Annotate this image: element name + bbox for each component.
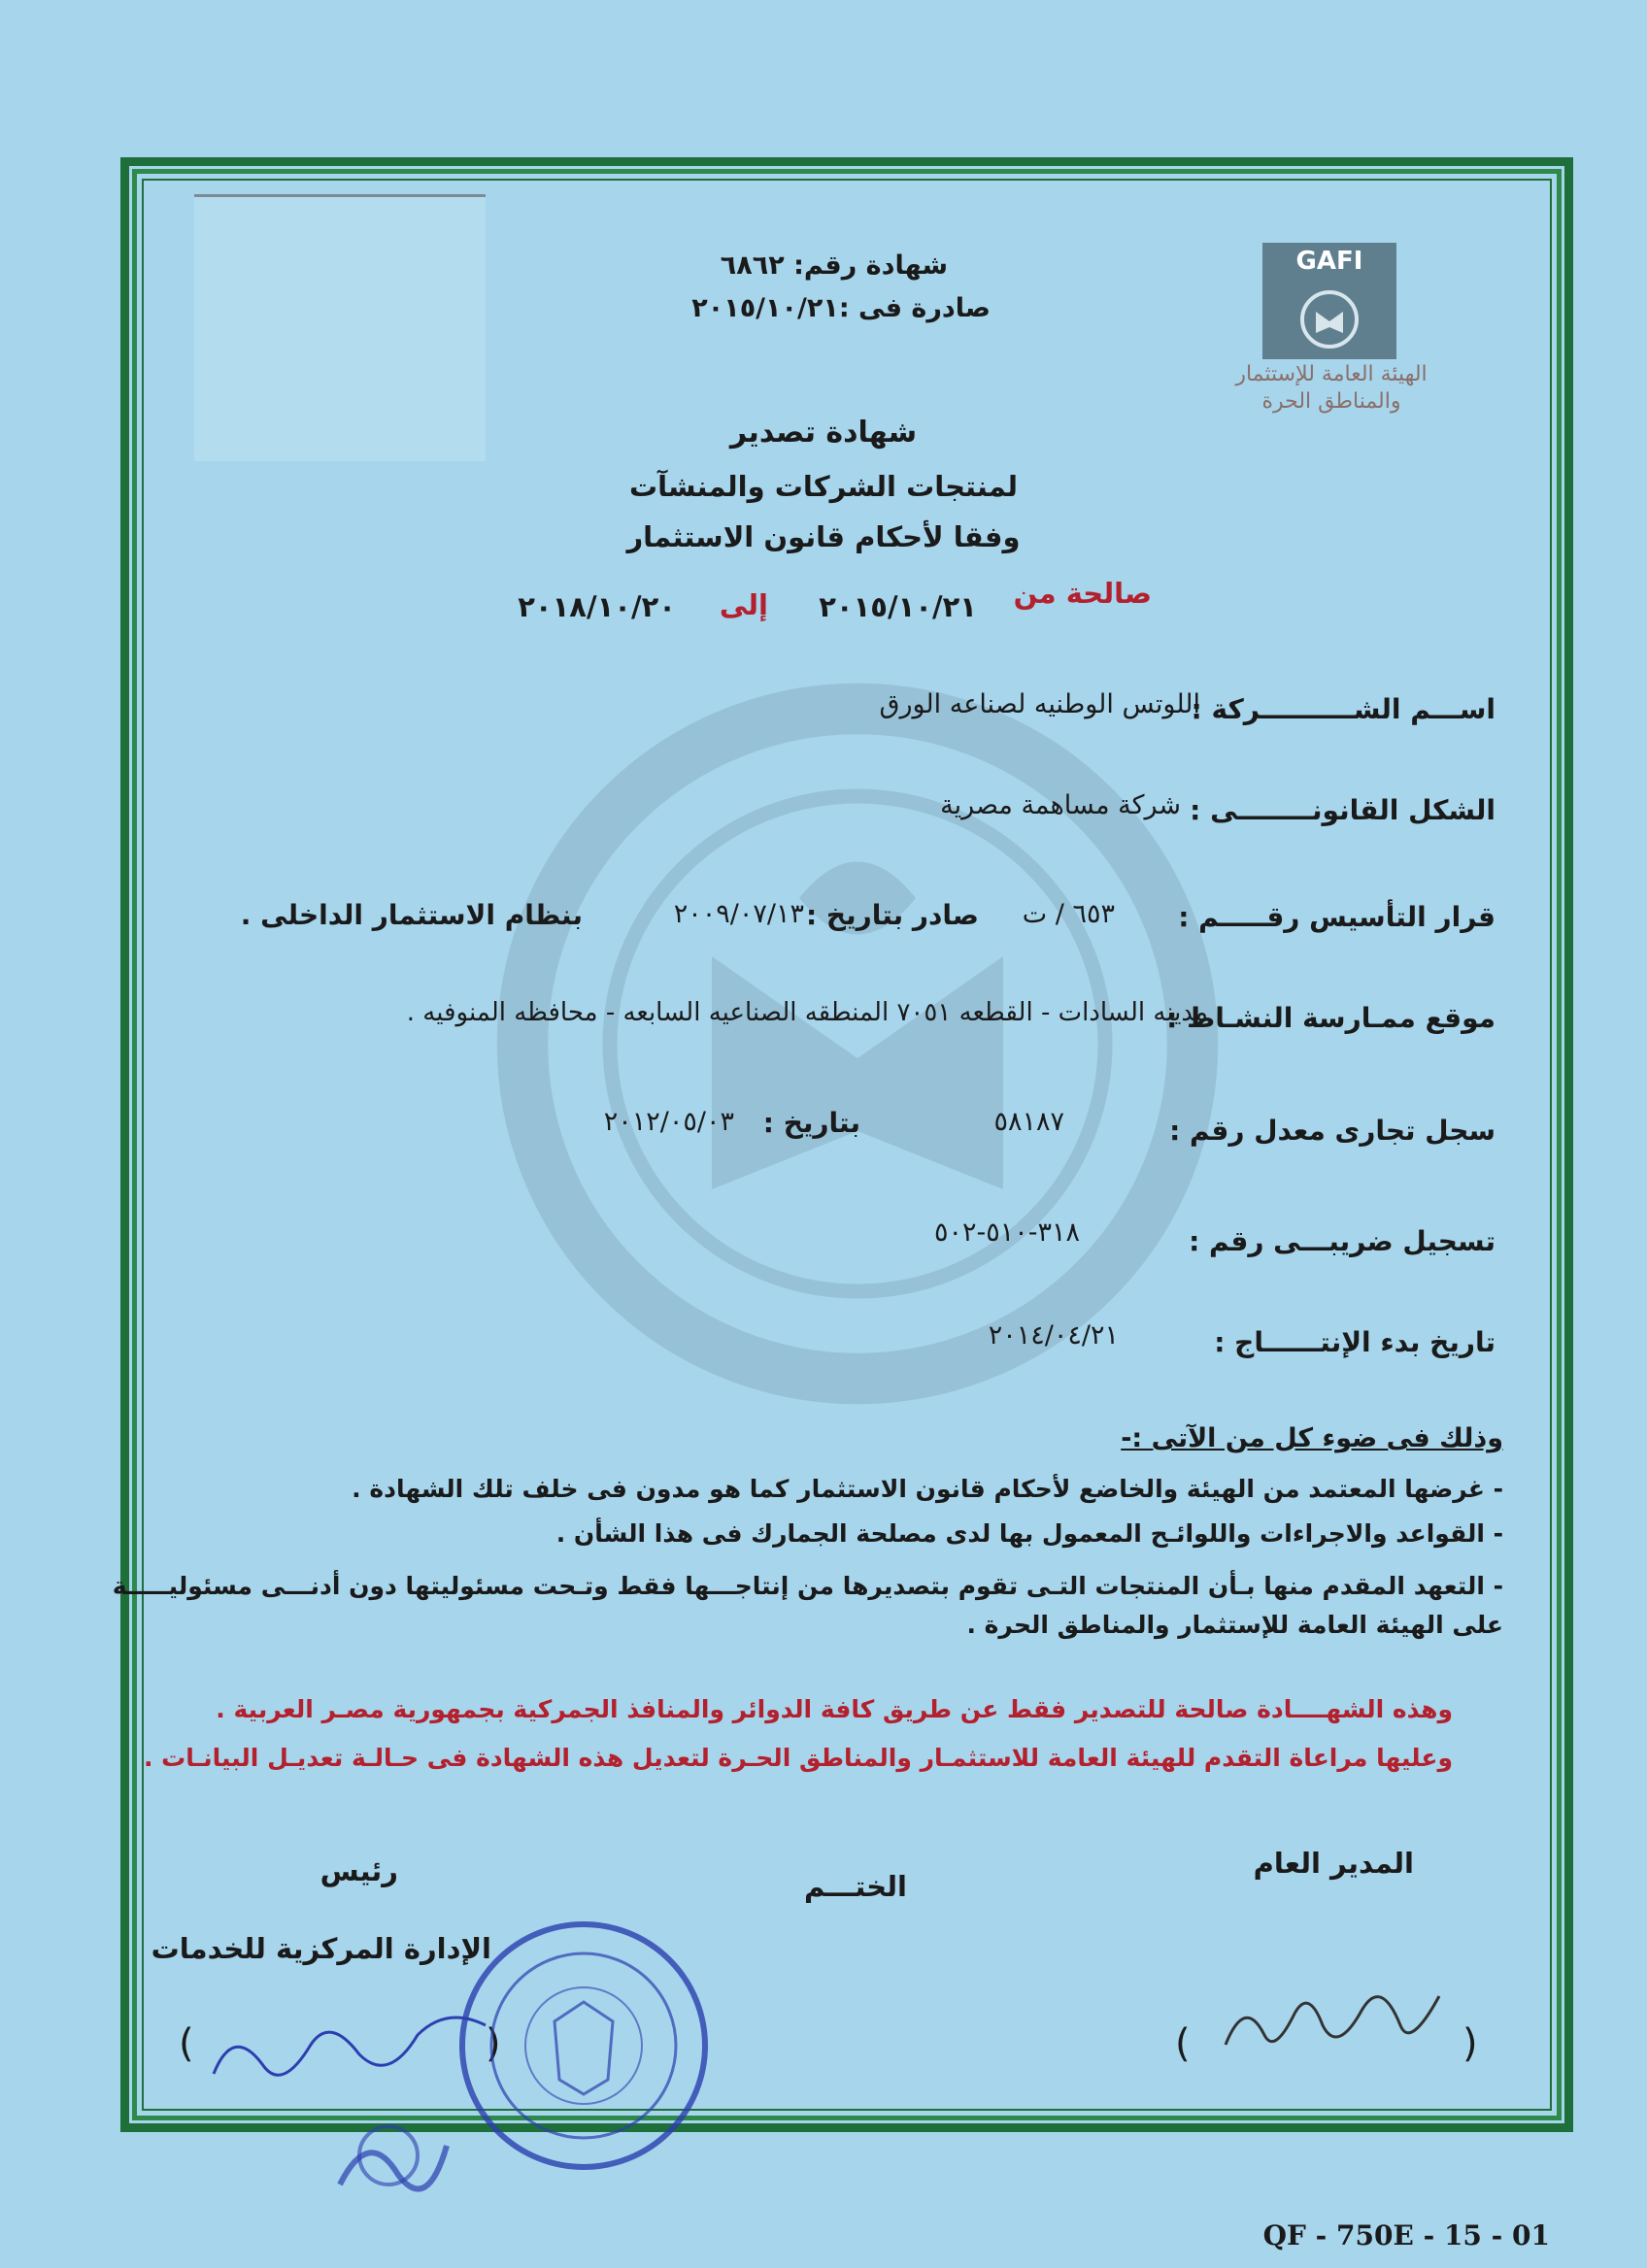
seal-title: الختـــم (803, 1870, 907, 1903)
head-paren-open: ( (179, 2021, 194, 2066)
valid-to-label: إلى (719, 588, 768, 621)
condition-3: - التعهد المقدم منها بـأن المنتجات التـى تقوم بتصديرها من إنتاجـــها فقط وتـحت مسئوليتها دون أدنـــى مسئوليـــــة على الهيئة العامة للإستثمار والمناطق الحرة . (112, 1572, 1503, 1639)
certificate-subtitle-2: وفقا لأحكام قانون الاستثمار (626, 520, 1021, 553)
issued-on-value: ٢٠٠٩/٠٧/١٣ (673, 899, 804, 929)
general-manager-signature-icon (1216, 1957, 1449, 2084)
commercial-date-value: ٢٠١٢/٠٥/٠٣ (603, 1107, 734, 1137)
valid-to-date: ٢٠١٨/١٠/٢٠ (518, 590, 676, 623)
watermark-emblem-icon (493, 680, 1222, 1408)
location-label: موقع ممـارسة النشـاط : (1166, 1002, 1496, 1034)
certificate-subtitle-1: لمنتجات الشركات والمنشآت (628, 470, 1019, 503)
small-stamp-icon (320, 2087, 466, 2233)
tax-label: تسجيل ضريبـــى رقم : (1189, 1225, 1496, 1257)
location-value: مدينه السادات - القطعه ٧٠٥١ المنطقه الصناعيه السابعه - محافظه المنوفيه . (406, 998, 1208, 1027)
commercial-date-label: بتاريخ : (762, 1107, 860, 1139)
head-title: رئيس (319, 1854, 398, 1887)
issued-on-label: صادر بتاريخ : (805, 899, 979, 931)
conditions-intro: وذلك فى ضوء كل من الآتى :- (1121, 1423, 1503, 1453)
company-value: اللوتس الوطنيه لصناعه الورق (879, 689, 1200, 719)
gafi-caption-line1: الهيئة العامة للإستثمار (1235, 362, 1428, 386)
gafi-logo (1262, 243, 1396, 359)
valid-from-date: ٢٠١٥/١٠/٢١ (819, 590, 977, 623)
general-manager-title: المدير العام (1253, 1847, 1414, 1880)
system-text: بنظام الاستثمار الداخلى . (240, 899, 583, 931)
commercial-register-label: سجل تجارى معدل رقم : (1169, 1115, 1496, 1147)
official-seal-icon (453, 1915, 715, 2177)
gm-paren-open: ( (1175, 2021, 1191, 2066)
department-title: الإدارة المركزية للخدمات (151, 1932, 491, 1965)
establishment-label: قرار التأسيس رقـــــم : (1178, 901, 1496, 933)
gafi-emblem-icon (1281, 280, 1378, 353)
legal-form-value: شركة مساهمة مصرية (940, 790, 1181, 820)
notice-line-2: وعليها مراعاة التقدم للهيئة العامة للاستثمـار والمناطق الحـرة لتعديل هذه الشهادة فى حـالـة تعديـل البيانـات . (143, 1744, 1453, 1772)
condition-2: - القواعد والاجراءات واللوائـح المعمول بها لدى مصلحة الجمارك فى هذا الشأن . (555, 1519, 1503, 1548)
condition-1: - غرضها المعتمد من الهيئة والخاضع لأحكام قانون الاستثمار كما هو مدون فى خلف تلك الشهادة . (352, 1475, 1503, 1503)
company-label: اســـم الشــــــــــركة : (1191, 693, 1496, 725)
gafi-caption (1220, 361, 1443, 416)
certificate-number: شهادة رقم: ٦٨٦٢ (720, 250, 948, 281)
production-date-value: ٢٠١٤/٠٤/٢١ (988, 1320, 1119, 1351)
form-code: QF - 750E - 15 - 01 (1262, 2219, 1550, 2251)
notice-line-1: وهذه الشهــــادة صالحة للتصدير فقط عن طريق كافة الدوائر والمنافذ الجمركية بجمهورية مصـر العربية . (216, 1695, 1453, 1723)
production-date-label: تاريخ بدء الإنتــــــاج : (1214, 1326, 1496, 1358)
gafi-logo-text: GAFI (1295, 247, 1363, 276)
tax-value: ٣١٨-٥١٠-٥٠٢ (934, 1217, 1081, 1248)
gm-paren-close: ) (1462, 2021, 1478, 2066)
gafi-caption-line2: والمناطق الحرة (1261, 389, 1401, 414)
issue-date: صادرة فى :٢٠١٥/١٠/٢١ (691, 293, 991, 323)
establishment-number: ٦٥٣ / ت (1022, 899, 1115, 929)
valid-from-label: صالحة من (1013, 577, 1152, 610)
certificate-title: شهادة تصدير (729, 416, 918, 450)
commercial-register-value: ٥٨١٨٧ (993, 1107, 1064, 1137)
head-paren-close: ) (486, 2021, 501, 2066)
legal-form-label: الشكل القانونــــــــى : (1190, 794, 1496, 826)
